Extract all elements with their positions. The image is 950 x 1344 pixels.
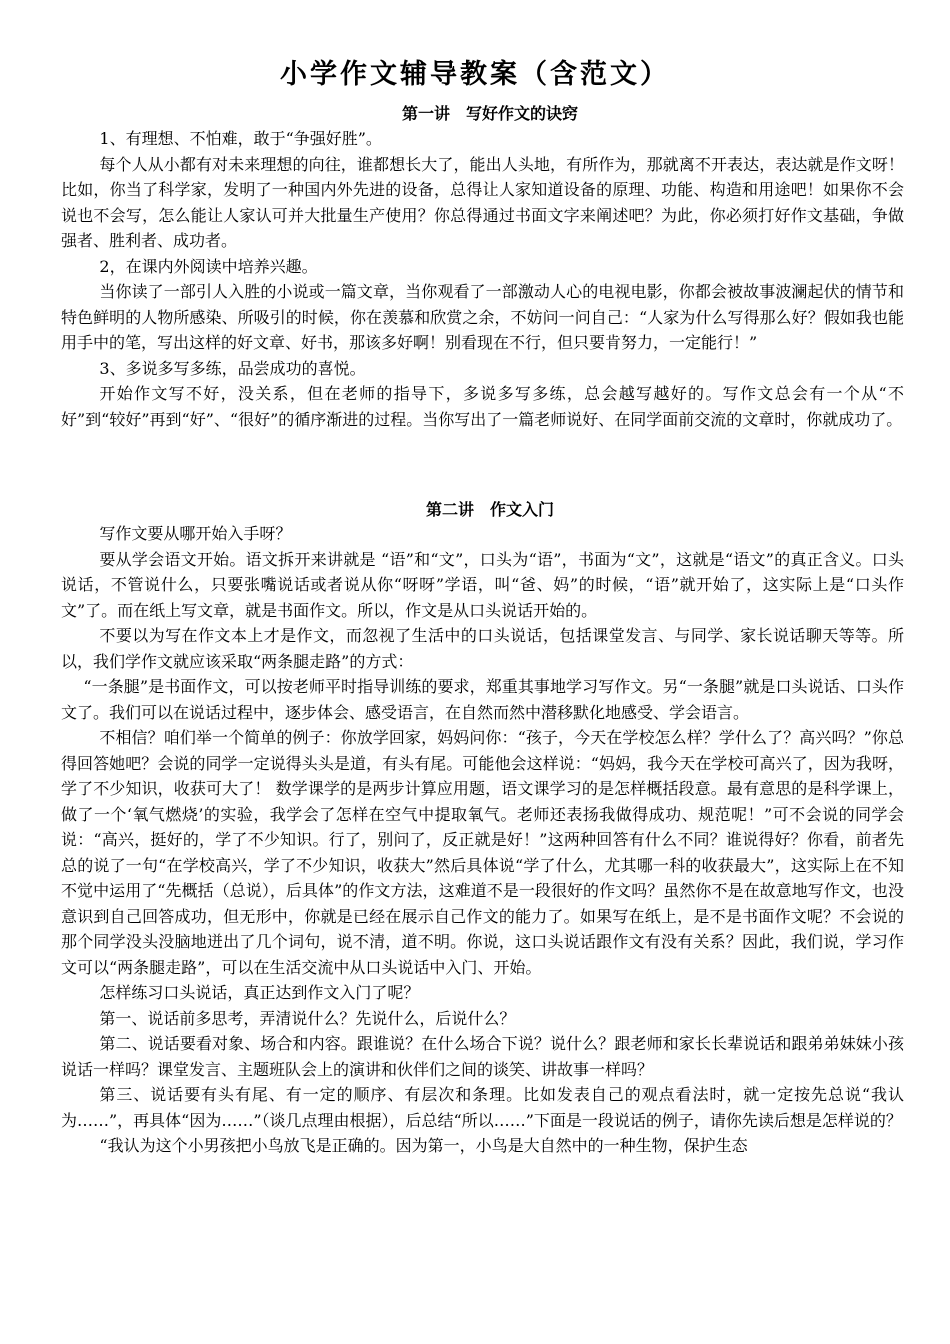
lecture-1-paragraph: 当你读了一部引人入胜的小说或一篇文章，当你观看了一部激动人心的电视电影，你都会被故事波澜起伏的情节和特色鲜明的人物所感染、所吸引的时候，你在羡慕和欣赏之余，不妨问一问自己：“人家为什么写得那么好？假如我也能用手中的笔，写出这样的好文章、好书，那该多好啊！别看现在不行，但只要肯努力，一定能行！” bbox=[61, 282, 904, 352]
lecture-1-paragraph: 开始作文写不好，没关系，但在老师的指导下，多说多写多练，总会越写越好的。写作文总会有一个从“不好”到“较好”再到“好”、“很好”的循序渐进的过程。当你写出了一篇老师说好、在同学面前交流的文章时，你就成功了。 bbox=[61, 384, 904, 429]
lecture-2-tip-3: 第三、说话要有头有尾、有一定的顺序、有层次和条理。比如发表自己的观点看法时，就一定按先总说“我认为……”，再具体“因为……”（谈几点理由根据），后总结“所以……”下面是一段说话的例子，请你先读后想是怎样说的？ bbox=[61, 1085, 904, 1130]
lecture-1-heading: 第一讲 写好作文的诀窍 bbox=[401, 104, 578, 123]
lecture-1-point-1: 1、有理想、不怕难，敢于“争强好胜”。 bbox=[99, 129, 382, 148]
lecture-2-paragraph: “一条腿”是书面作文，可以按老师平时指导训练的要求，郑重其事地学习写作文。另“一条腿”就是口头说话、口头作文了。我们可以在说话过程中，逐步体会、感受语言，在自然而然中潜移默化地感受、学会语言。 bbox=[61, 677, 904, 722]
lecture-1-body bbox=[61, 126, 904, 432]
document-title: 小学作文辅导教案（含范文） bbox=[280, 59, 670, 90]
lecture-2-tip-1: 第一、说话前多思考，弄清说什么？先说什么，后说什么？ bbox=[99, 1008, 516, 1028]
lecture-2-body bbox=[61, 521, 904, 1159]
lecture-1-paragraph: 每个人从小都有对未来理想的向往，谁都想长大了，能出人头地，有所作为，那就离不开表达，表达就是作文呀！比如，你当了科学家，发明了一种国内外先进的设备，总得让人家知道设备的原理、功能、构造和用途吧！如果你不会说也不会写，怎么能让人家认可并大批量生产使用？你总得通过书面文字来阐述吧？为此，你必须打好作文基础，争做强者、胜利者、成功者。 bbox=[61, 154, 904, 250]
lecture-2-paragraph: 不要以为写在作文本上才是作文，而忽视了生活中的口头说话，包括课堂发言、与同学、家长说话聊天等等。所以，我们学作文就应该采取“两条腿走路”的方式： bbox=[61, 626, 904, 671]
lecture-2-example-paragraph: 不相信？咱们举一个简单的例子：你放学回家，妈妈问你：“孩子，今天在学校怎么样？学什么了？高兴吗？”你总得回答她吧？会说的同学一定说得头头是道，有头有尾。可能他会这样说：“妈妈，我今天在学校可高兴了，因为我呀，学了不少知识，收获可大了！ 数学课学的是两步计算应用题，语文课学习的是怎样概括段意。最有意思的是科学课上，做了一个‘氧气燃烧’的实验，我学会了怎样在空气中提取氧气。老师还表扬我做得成功、规范呢！”可不会说的同学会说：“高兴，挺好的，学了不少知识。行了，别问了，反正就是好！”这两种回答有什么不同？谁说得好？你看，前者先总的说了一句“在学校高兴，学了不少知识，收获大”然后具体说“学了什么，尤其哪一科的收获最大”，这实际上在不知不觉中运用了“先概括（总说），后具体”的作文方法，这难道不是一段很好的作文吗？虽然你不是在故意地写作文，也没意识到自己回答成功，但无形中，你就是已经在展示自己作文的能力了。如果写在纸上，是不是书面作文呢？不会说的那个同学没头没脑地迸出了几个词句，说不清，道不明。你说，这口头说话跟作文有没有关系？因此，我们说，学习作文可以“两条腿走路”，可以在生活交流中从口头说话中入门、开始。 bbox=[61, 728, 904, 977]
lecture-1-point-3: 3、多说多写多练，品尝成功的喜悦。 bbox=[99, 358, 366, 378]
lecture-1-point-2: 2，在课内外阅读中培养兴趣。 bbox=[99, 256, 318, 276]
lecture-2-question: 写作文要从哪开始入手呀？ bbox=[99, 524, 292, 543]
lecture-2-heading: 第二讲 作文入门 bbox=[425, 500, 554, 519]
lecture-2-question: 怎样练习口头说话，真正达到作文入门了呢？ bbox=[99, 983, 420, 1002]
lecture-2-example-quote: “我认为这个小男孩把小鸟放飞是正确的。因为第一，小鸟是大自然中的一种生物，保护生态 bbox=[99, 1136, 748, 1155]
lecture-2-paragraph: 要从学会语文开始。语文拆开来讲就是 “语”和“文”，口头为“语”，书面为“文”，这就是“语文”的真正含义。口头说话，不管说什么，只要张嘴说话或者说从你“呀呀”学语，叫“爸、妈”的时候，“语”就开始了，这实际上是“口头作文”了。而在纸上写文章，就是书面作文。所以，作文是从口头说话开始的。 bbox=[61, 549, 904, 620]
lecture-2-tip-2: 第二、说话要看对象、场合和内容。跟谁说？在什么场合下说？说什么？跟老师和家长长辈说话和跟弟弟妹妹小孩说话一样吗？课堂发言、主题班队会上的演讲和伙伴们之间的谈笑、讲故事一样吗？ bbox=[61, 1034, 904, 1079]
